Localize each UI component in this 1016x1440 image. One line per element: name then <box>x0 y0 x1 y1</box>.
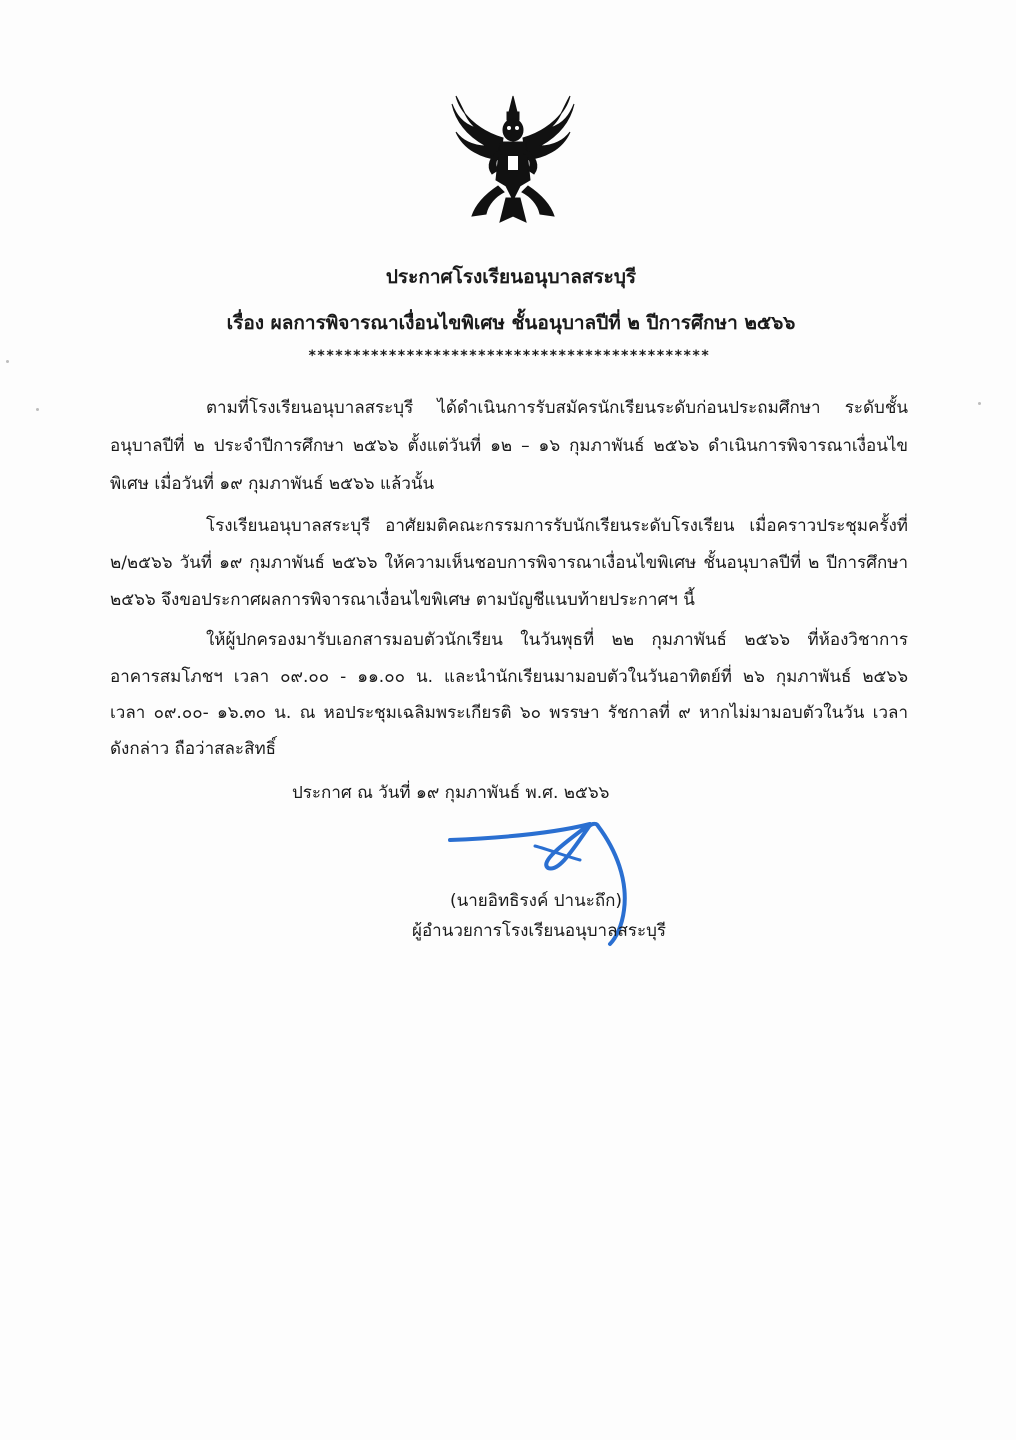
garuda-emblem-icon <box>446 90 580 230</box>
signatory-name: (นายอิทธิรงค์ ปานะถึก) <box>450 891 623 911</box>
announcement-date: ประกาศ ณ วันที่ ๑๙ กุมภาพันธ์ พ.ศ. ๒๕๖๖ <box>292 783 610 803</box>
paragraph-3-line-3: เวลา ๐๙.๐๐- ๑๖.๓๐ น. ณ หอประชุมเฉลิมพระเกียรติ ๖๐ พรรษา รัชกาลที่ ๙ หากไม่มามอบตัวในวัน เวลา <box>110 703 908 723</box>
announcement-subject: เรื่อง ผลการพิจารณาเงื่อนไขพิเศษ ชั้นอนุบาลปีที่ ๒ ปีการศึกษา ๒๕๖๖ <box>226 312 796 334</box>
announcement-title: ประกาศโรงเรียนอนุบาลสระบุรี <box>385 266 637 288</box>
paragraph-1-line-2: อนุบาลปีที่ ๒ ประจำปีการศึกษา ๒๕๖๖ ตั้งแต่วันที่ ๑๒ – ๑๖ กุมภาพันธ์ ๒๕๖๖ ดำเนินการพิจารณาเงื่อนไข <box>110 436 908 456</box>
signatory-position: ผู้อำนวยการโรงเรียนอนุบาลสระบุรี <box>412 921 667 941</box>
paragraph-3-line-4: ดังกล่าว ถือว่าสละสิทธิ์ <box>110 739 277 759</box>
paragraph-3-line-1: ให้ผู้ปกครองมารับเอกสารมอบตัวนักเรียน ในวันพุธที่ ๒๒ กุมภาพันธ์ ๒๕๖๖ ที่ห้องวิชาการ <box>206 630 908 650</box>
paragraph-2-line-1: โรงเรียนอนุบาลสระบุรี อาศัยมติคณะกรรมการรับนักเรียนระดับโรงเรียน เมื่อคราวประชุมครั้งที่ <box>206 516 908 536</box>
scan-speck <box>6 360 9 363</box>
paragraph-1-line-3: พิเศษ เมื่อวันที่ ๑๙ กุมภาพันธ์ ๒๕๖๖ แล้วนั้น <box>110 474 435 494</box>
paragraph-3-line-2: อาคารสมโภชฯ เวลา ๐๙.๐๐ - ๑๑.๐๐ น. และนำนักเรียนมามอบตัวในวันอาทิตย์ที่ ๒๖ กุมภาพันธ์ ๒๕๖๖ <box>110 667 908 687</box>
scan-speck <box>36 408 39 411</box>
paragraph-1-line-1: ตามที่โรงเรียนอนุบาลสระบุรี ได้ดำเนินการรับสมัครนักเรียนระดับก่อนประถมศึกษา ระดับชั้น <box>206 398 908 418</box>
scan-speck <box>978 402 981 405</box>
paragraph-2-line-2: ๒/๒๕๖๖ วันที่ ๑๙ กุมภาพันธ์ ๒๕๖๖ ให้ความเห็นชอบการพิจารณาเงื่อนไขพิเศษ ชั้นอนุบาลปีที่ ๒ ปีการศึกษา <box>110 553 908 573</box>
separator-line: ********************************************* <box>308 348 710 364</box>
paragraph-2-line-3: ๒๕๖๖ จึงขอประกาศผลการพิจารณาเงื่อนไขพิเศษ ตามบัญชีแนบท้ายประกาศฯ นี้ <box>110 590 695 610</box>
